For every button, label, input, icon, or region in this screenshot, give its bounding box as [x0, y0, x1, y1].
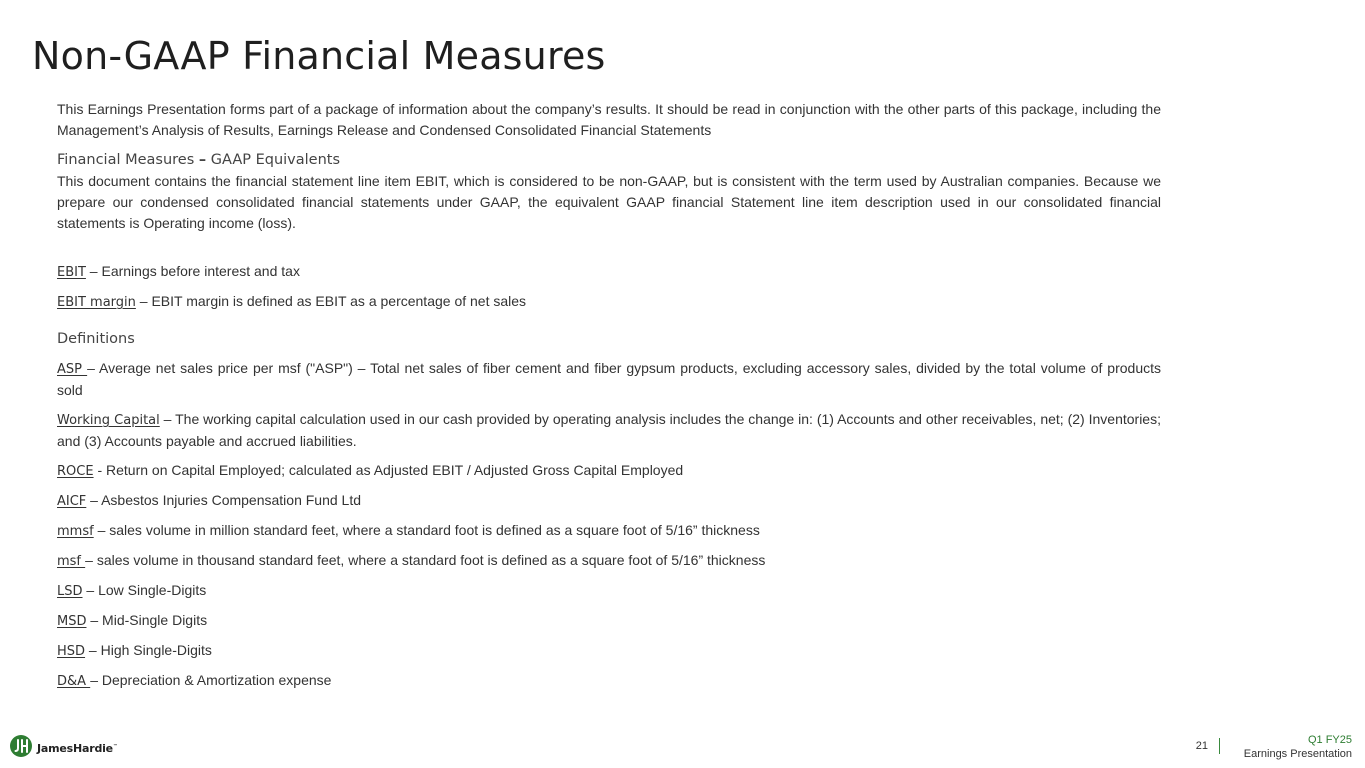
gaap-heading-dash: –: [198, 152, 207, 168]
gaap-heading-part1: Financial Measures: [57, 152, 195, 168]
term-msd: [57, 610, 1161, 632]
term-label: HSD: [57, 644, 86, 659]
term-definition: – Average net sales price per msf ("ASP") – Total net sales of fiber cement and fiber gypsum products, excluding accessory sales, divided by the total volume of products sold: [57, 360, 1161, 398]
company-logo: [9, 736, 118, 760]
footer-deck-name: Earnings Presentation: [1243, 748, 1352, 760]
term-definition: – The working capital calculation used in our cash provided by operating analysis includes the change in: (1) Accounts and other receivables, net; (2) Inventories; and (3) Accounts payable and accrued liabilities.: [57, 411, 1161, 449]
term-roce: [57, 460, 1161, 482]
term-label: AICF: [57, 494, 87, 509]
term-definition: – sales volume in million standard feet, where a standard foot is defined as a square foot of 5/16” thickness: [93, 522, 760, 538]
term-label: LSD: [57, 584, 83, 599]
page-number: 21: [1195, 740, 1208, 752]
term-hsd: [57, 640, 1161, 662]
term-definition: - Return on Capital Employed; calculated as Adjusted EBIT / Adjusted Gross Capital Employed: [93, 462, 684, 478]
term-mmsf: [57, 520, 1161, 542]
term-label: MSD: [57, 614, 87, 629]
term-working-capital: [57, 409, 1161, 452]
gaap-heading: [57, 150, 1161, 171]
definitions-heading: Definitions: [57, 331, 135, 347]
jh-monogram-icon: [9, 734, 33, 763]
term-label: mmsf: [57, 524, 94, 539]
footer-quarter: Q1 FY25: [1307, 734, 1352, 746]
term-lsd: [57, 580, 1161, 602]
term-label: D&A: [57, 674, 91, 689]
term-aicf: [57, 490, 1161, 512]
gaap-paragraph: This document contains the financial statement line item EBIT, which is considered to be non-GAAP, but is consistent with the term used by Australian companies. Because we prepare our condensed consolidated financial statements under GAAP, the equivalent GAAP financial Statement line item description used in our consolidated financial statements is Operating income (loss).: [57, 173, 1161, 231]
term-label: Working Capital: [57, 413, 160, 428]
content-body: [57, 99, 1161, 692]
term-definition: – Depreciation & Amortization expense: [90, 672, 332, 688]
term-ebit-margin: [57, 291, 1161, 313]
logo-wordmark: [37, 742, 118, 755]
term-ebit: [57, 261, 1161, 283]
logo-text: JamesHardie: [37, 741, 113, 755]
term-label: ROCE: [57, 464, 94, 479]
term-definition: – Low Single-Digits: [82, 582, 207, 598]
term-label: ASP: [57, 362, 88, 377]
term-label: EBIT margin: [57, 295, 136, 310]
term-label: EBIT: [57, 265, 86, 280]
gaap-heading-part2: GAAP Equivalents: [210, 152, 341, 168]
page-title: Non-GAAP Financial Measures: [32, 34, 606, 78]
term-definition: – Asbestos Injuries Compensation Fund Ltd: [86, 492, 362, 508]
term-msf: [57, 550, 1161, 572]
term-definition: – EBIT margin is defined as EBIT as a percentage of net sales: [135, 293, 527, 309]
footer-divider: [1219, 738, 1220, 754]
footer-deck-label: [1244, 733, 1352, 761]
term-definition: – Mid-Single Digits: [86, 612, 208, 628]
term-asp: [57, 358, 1161, 401]
term-definition: – High Single-Digits: [85, 642, 212, 658]
term-da: [57, 670, 1161, 692]
intro-paragraph: This Earnings Presentation forms part of a package of information about the company’s results. It should be read in conjunction with the other parts of this package, including the Management’s Analysis of Results, Earnings Release and Condensed Consolidated Financial Statements: [57, 101, 1161, 138]
term-definition: – Earnings before interest and tax: [85, 263, 300, 279]
term-label: msf: [57, 554, 86, 569]
term-definition: – sales volume in thousand standard feet, where a standard foot is defined as a square foot of 5/16” thickness: [85, 552, 766, 568]
logo-tm: ™: [112, 742, 118, 749]
